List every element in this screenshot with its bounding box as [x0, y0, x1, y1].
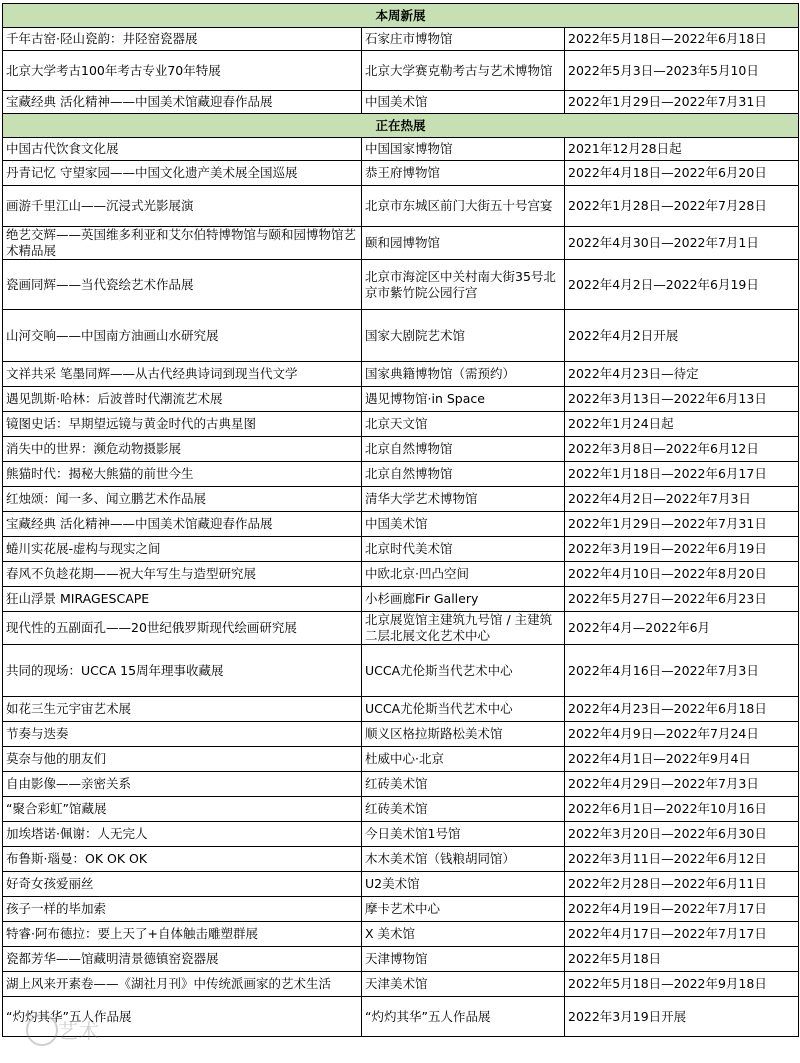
date-cell: 2022年4月1日—2022年9月4日 [565, 747, 799, 772]
table-row [3, 872, 799, 897]
exhibition-table-body [3, 4, 799, 1037]
table-row [3, 612, 799, 645]
table-row [3, 51, 799, 91]
venue-cell: 木木美术馆（钱粮胡同馆） [362, 847, 565, 872]
date-cell: 2022年4月2日开展 [565, 310, 799, 362]
exhibition-name-cell: 自由影像——亲密关系 [3, 772, 362, 797]
exhibition-name-cell: 莫奈与他的朋友们 [3, 747, 362, 772]
venue-cell: 国家典籍博物馆（需预约） [362, 362, 565, 387]
date-cell: 2022年4月19日—2022年7月17日 [565, 897, 799, 922]
section-title: 本周新展 [3, 4, 799, 28]
exhibition-name-cell: 春风不负趁花期——祝大年写生与造型研究展 [3, 562, 362, 587]
venue-cell: 杜威中心·北京 [362, 747, 565, 772]
table-row [3, 587, 799, 612]
venue-cell: 北京自然博物馆 [362, 437, 565, 462]
date-cell: 2022年1月28日—2022年7月28日 [565, 186, 799, 227]
section-header-row [3, 4, 799, 28]
table-row [3, 412, 799, 437]
date-cell: 2022年5月18日—2022年9月18日 [565, 972, 799, 997]
table-row [3, 697, 799, 722]
exhibition-name-cell: 现代性的五副面孔——20世纪俄罗斯现代绘画研究展 [3, 612, 362, 645]
exhibition-name-cell: 消失中的世界：濒危动物摄影展 [3, 437, 362, 462]
exhibition-name-cell: 加埃塔诺·佩谢：人无完人 [3, 822, 362, 847]
table-row [3, 512, 799, 537]
table-row [3, 847, 799, 872]
exhibition-name-cell: 宝藏经典 活化精神——中国美术馆藏迎春作品展 [3, 91, 362, 114]
table-row [3, 997, 799, 1037]
venue-cell: 北京大学赛克勒考古与艺术博物馆 [362, 51, 565, 91]
exhibition-name-cell: 瓷画同辉——当代瓷绘艺术作品展 [3, 260, 362, 310]
venue-cell: 摩卡艺术中心 [362, 897, 565, 922]
venue-cell: 中国美术馆 [362, 91, 565, 114]
venue-cell: 遇见博物馆·in Space [362, 387, 565, 412]
table-row [3, 797, 799, 822]
table-row [3, 747, 799, 772]
exhibition-name-cell: 瓷都芳华——馆藏明清景德镇窑瓷器展 [3, 947, 362, 972]
exhibition-name-cell: 狂山浮景 MIRAGESCAPE [3, 587, 362, 612]
watermark: 艺术 [58, 1019, 100, 1043]
date-cell: 2022年4月9日—2022年7月24日 [565, 722, 799, 747]
date-cell: 2022年1月29日—2022年7月31日 [565, 91, 799, 114]
date-cell: 2022年4月2日—2022年7月3日 [565, 487, 799, 512]
table-row [3, 947, 799, 972]
venue-cell: 北京展览馆主建筑九号馆 / 主建筑二层北展文化艺术中心 [362, 612, 565, 645]
exhibition-name-cell: 红烛颂：闻一多、闻立鹏艺术作品展 [3, 487, 362, 512]
date-cell: 2022年2月28日—2022年6月11日 [565, 872, 799, 897]
venue-cell: UCCA尤伦斯当代艺术中心 [362, 697, 565, 722]
venue-cell: 颐和园博物馆 [362, 227, 565, 260]
date-cell: 2022年5月18日 [565, 947, 799, 972]
venue-cell: 石家庄市博物馆 [362, 28, 565, 51]
date-cell: 2022年4月2日—2022年6月19日 [565, 260, 799, 310]
venue-cell: 国家大剧院艺术馆 [362, 310, 565, 362]
venue-cell: 中国美术馆 [362, 512, 565, 537]
date-cell: 2022年4月16日—2022年7月3日 [565, 645, 799, 697]
table-row [3, 186, 799, 227]
exhibition-name-cell: 北京大学考古100年考古专业70年特展 [3, 51, 362, 91]
table-row [3, 138, 799, 161]
table-row [3, 437, 799, 462]
date-cell: 2022年3月11日—2022年6月12日 [565, 847, 799, 872]
date-cell: 2022年3月13日—2022年6月13日 [565, 387, 799, 412]
exhibition-name-cell: 好奇女孩爱丽丝 [3, 872, 362, 897]
table-row [3, 462, 799, 487]
table-row [3, 822, 799, 847]
venue-cell: UCCA尤伦斯当代艺术中心 [362, 645, 565, 697]
date-cell: 2022年1月29日—2022年7月31日 [565, 512, 799, 537]
date-cell: 2022年3月20日—2022年6月30日 [565, 822, 799, 847]
date-cell: 2022年1月24日起 [565, 412, 799, 437]
exhibition-name-cell: 画游千里江山——沉浸式光影展演 [3, 186, 362, 227]
date-cell: 2022年4月23日—待定 [565, 362, 799, 387]
venue-cell: 红砖美术馆 [362, 772, 565, 797]
table-row [3, 91, 799, 114]
date-cell: 2022年4月18日—2022年6月20日 [565, 161, 799, 186]
date-cell: 2022年4月17日—2022年7月17日 [565, 922, 799, 947]
venue-cell: 中国国家博物馆 [362, 138, 565, 161]
venue-cell: 北京天文馆 [362, 412, 565, 437]
exhibition-name-cell: 特睿·阿布德拉：要上天了+自体触击雕塑群展 [3, 922, 362, 947]
venue-cell: 北京市海淀区中关村南大街35号北京市紫竹院公园行宫 [362, 260, 565, 310]
venue-cell: 今日美术馆1号馆 [362, 822, 565, 847]
venue-cell: U2美术馆 [362, 872, 565, 897]
date-cell: 2022年4月10日—2022年8月20日 [565, 562, 799, 587]
venue-cell: 恭王府博物馆 [362, 161, 565, 186]
table-row [3, 922, 799, 947]
exhibition-name-cell: 共同的现场：UCCA 15周年理事收藏展 [3, 645, 362, 697]
table-row [3, 227, 799, 260]
venue-cell: 中欧北京·凹凸空间 [362, 562, 565, 587]
exhibition-name-cell: 中国古代饮食文化展 [3, 138, 362, 161]
exhibition-name-cell: 镜图史话：早期望远镜与黄金时代的古典星图 [3, 412, 362, 437]
exhibition-name-cell: “聚合彩虹”馆藏展 [3, 797, 362, 822]
venue-cell: 小杉画廊Fir Gallery [362, 587, 565, 612]
date-cell: 2022年3月8日—2022年6月12日 [565, 437, 799, 462]
exhibition-name-cell: 如花三生元宇宙艺术展 [3, 697, 362, 722]
table-row [3, 772, 799, 797]
exhibition-table [2, 3, 799, 1037]
venue-cell: 北京时代美术馆 [362, 537, 565, 562]
exhibition-name-cell: 山河交响——中国南方油画山水研究展 [3, 310, 362, 362]
date-cell: 2021年12月28日起 [565, 138, 799, 161]
date-cell: 2022年3月19日开展 [565, 997, 799, 1037]
exhibition-name-cell: 千年古窑·陉山瓷韵：井陉窑瓷器展 [3, 28, 362, 51]
exhibition-name-cell: 绝艺交辉——英国维多利亚和艾尔伯特博物馆与颐和园博物馆艺术精品展 [3, 227, 362, 260]
venue-cell: 天津美术馆 [362, 972, 565, 997]
exhibition-name-cell: 丹青记忆 守望家园——中国文化遗产美术展全国巡展 [3, 161, 362, 186]
table-row [3, 645, 799, 697]
venue-cell: 北京市东城区前门大街五十号宫宴 [362, 186, 565, 227]
date-cell: 2022年5月18日—2022年6月18日 [565, 28, 799, 51]
venue-cell: 顺义区格拉斯路松美术馆 [362, 722, 565, 747]
date-cell: 2022年3月19日—2022年6月19日 [565, 537, 799, 562]
table-row [3, 28, 799, 51]
section-title: 正在热展 [3, 114, 799, 138]
venue-cell: X 美术馆 [362, 922, 565, 947]
venue-cell: 清华大学艺术博物馆 [362, 487, 565, 512]
venue-cell: 北京自然博物馆 [362, 462, 565, 487]
exhibition-name-cell: 节奏与迭奏 [3, 722, 362, 747]
exhibition-name-cell: 蜷川实花展-虚构与现实之间 [3, 537, 362, 562]
exhibition-name-cell: 孩子一样的毕加索 [3, 897, 362, 922]
exhibition-name-cell: “灼灼其华”五人作品展 [3, 997, 362, 1037]
date-cell: 2022年4月30日—2022年7月1日 [565, 227, 799, 260]
table-row [3, 260, 799, 310]
table-row [3, 972, 799, 997]
venue-cell: 红砖美术馆 [362, 797, 565, 822]
table-row [3, 310, 799, 362]
table-row [3, 362, 799, 387]
table-row [3, 161, 799, 186]
table-row [3, 537, 799, 562]
exhibition-name-cell: 布鲁斯·瑙曼：OK OK OK [3, 847, 362, 872]
table-row [3, 722, 799, 747]
exhibition-name-cell: 遇见凯斯·哈林：后波普时代潮流艺术展 [3, 387, 362, 412]
table-row [3, 387, 799, 412]
table-row [3, 487, 799, 512]
date-cell: 2022年6月1日—2022年10月16日 [565, 797, 799, 822]
table-row [3, 562, 799, 587]
date-cell: 2022年5月3日—2023年5月10日 [565, 51, 799, 91]
section-header-row [3, 114, 799, 138]
date-cell: 2022年4月—2022年6月 [565, 612, 799, 645]
exhibition-name-cell: 湖上风来开素卷——《湖社月刊》中传统派画家的艺术生活 [3, 972, 362, 997]
date-cell: 2022年4月29日—2022年7月3日 [565, 772, 799, 797]
exhibition-name-cell: 宝藏经典 活化精神——中国美术馆藏迎春作品展 [3, 512, 362, 537]
exhibition-name-cell: 文祥共采 笔墨同辉——从古代经典诗词到现当代文学 [3, 362, 362, 387]
date-cell: 2022年1月18日—2022年6月17日 [565, 462, 799, 487]
table-row [3, 897, 799, 922]
venue-cell: “灼灼其华”五人作品展 [362, 997, 565, 1037]
venue-cell: 天津博物馆 [362, 947, 565, 972]
date-cell: 2022年4月23日—2022年6月18日 [565, 697, 799, 722]
date-cell: 2022年5月27日—2022年6月23日 [565, 587, 799, 612]
exhibition-name-cell: 熊猫时代：揭秘大熊猫的前世今生 [3, 462, 362, 487]
